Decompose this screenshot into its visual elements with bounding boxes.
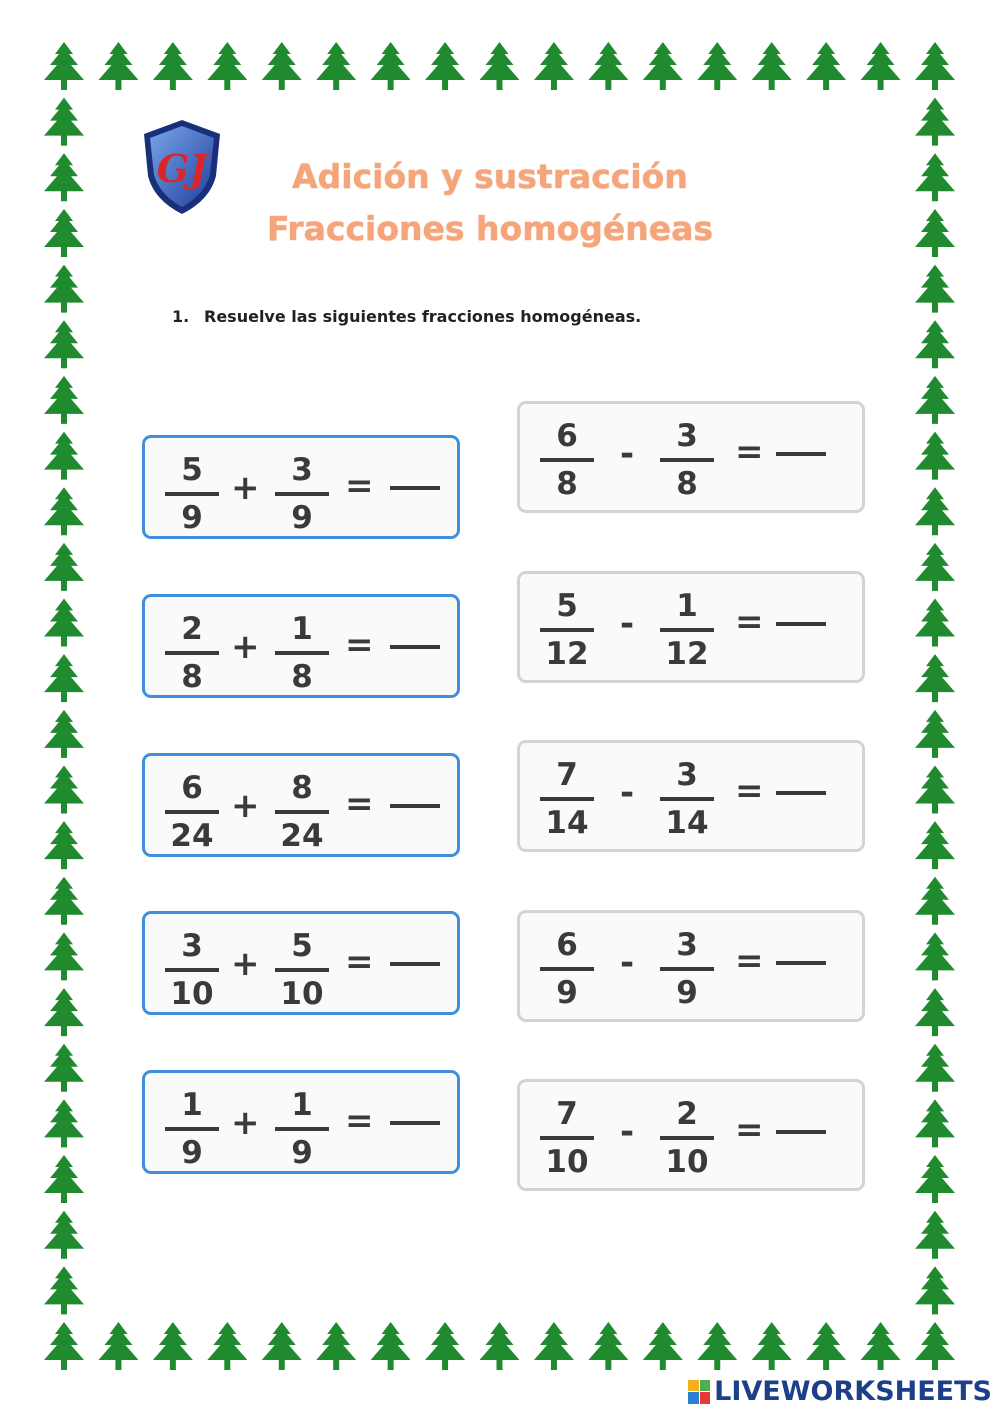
- denominator: 12: [545, 636, 589, 672]
- answer-blank[interactable]: [776, 622, 826, 626]
- pine-tree-icon: [207, 1322, 247, 1370]
- pine-tree-icon: [643, 42, 683, 90]
- pine-tree-icon: [44, 153, 84, 201]
- pine-tree-icon: [915, 42, 955, 90]
- pine-tree-icon: [861, 1322, 901, 1370]
- denominator: 24: [280, 818, 324, 854]
- numerator: 1: [181, 1087, 203, 1123]
- pine-tree-icon: [915, 1099, 955, 1147]
- pine-tree-icon: [44, 209, 84, 257]
- pine-tree-icon: [534, 42, 574, 90]
- answer-blank[interactable]: [776, 791, 826, 795]
- fraction-1: [540, 588, 594, 672]
- pine-tree-icon: [44, 1044, 84, 1092]
- pine-tree-icon: [915, 710, 955, 758]
- numerator: 6: [556, 418, 578, 454]
- addition-exercise-3: [142, 753, 460, 857]
- fraction-1: [540, 757, 594, 841]
- denominator: 24: [170, 818, 214, 854]
- pine-tree-icon: [915, 765, 955, 813]
- fraction-bar: [275, 810, 329, 814]
- title-line-2: Fracciones homogéneas: [266, 209, 714, 248]
- equals-sign: =: [735, 941, 764, 981]
- fraction-2: [660, 1096, 714, 1180]
- denominator: 9: [181, 1135, 203, 1171]
- fraction-2: [275, 1087, 329, 1171]
- brand-text: LIVEWORKSHEETS: [714, 1376, 992, 1407]
- denominator: 8: [181, 659, 203, 695]
- pine-tree-icon: [915, 320, 955, 368]
- numerator: 5: [556, 588, 578, 624]
- fraction-bar: [540, 458, 594, 462]
- operator: +: [231, 944, 260, 984]
- denominator: 10: [170, 976, 214, 1012]
- denominator: 9: [291, 500, 313, 536]
- fraction-bar: [165, 651, 219, 655]
- operator: +: [231, 468, 260, 508]
- pine-tree-icon: [44, 432, 84, 480]
- fraction-bar: [275, 1127, 329, 1131]
- pine-tree-icon: [316, 1322, 356, 1370]
- answer-blank[interactable]: [776, 961, 826, 965]
- fraction-1: [540, 927, 594, 1011]
- numerator: 1: [676, 588, 698, 624]
- fraction-1: [165, 770, 219, 854]
- numerator: 7: [556, 757, 578, 793]
- fraction-bar: [165, 810, 219, 814]
- pine-tree-icon: [44, 376, 84, 424]
- pine-tree-icon: [915, 487, 955, 535]
- answer-blank[interactable]: [776, 452, 826, 456]
- fraction-2: [660, 418, 714, 502]
- operator: -: [620, 943, 635, 983]
- fraction-bar: [540, 967, 594, 971]
- numerator: 1: [291, 1087, 313, 1123]
- operator: -: [620, 434, 635, 474]
- answer-blank[interactable]: [390, 645, 440, 649]
- numerator: 2: [676, 1096, 698, 1132]
- numerator: 6: [181, 770, 203, 806]
- pine-tree-icon: [697, 1322, 737, 1370]
- pine-tree-icon: [44, 543, 84, 591]
- equals-sign: =: [735, 602, 764, 642]
- fraction-bar: [275, 968, 329, 972]
- pine-tree-icon: [207, 42, 247, 90]
- equals-sign: =: [345, 625, 374, 665]
- pine-tree-icon: [915, 1211, 955, 1259]
- answer-blank[interactable]: [390, 486, 440, 490]
- numerator: 2: [181, 611, 203, 647]
- pine-tree-icon: [371, 42, 411, 90]
- fraction-1: [540, 418, 594, 502]
- fraction-1: [165, 1087, 219, 1171]
- fraction-bar: [275, 492, 329, 496]
- fraction-1: [165, 452, 219, 536]
- fraction-bar: [660, 797, 714, 801]
- pine-tree-icon: [915, 98, 955, 146]
- numerator: 3: [676, 418, 698, 454]
- denominator: 14: [665, 805, 709, 841]
- instruction-number: 1.: [172, 307, 190, 326]
- denominator: 10: [280, 976, 324, 1012]
- operator: -: [620, 604, 635, 644]
- pine-tree-icon: [44, 710, 84, 758]
- pine-tree-icon: [643, 1322, 683, 1370]
- pine-tree-icon: [915, 932, 955, 980]
- numerator: 8: [291, 770, 313, 806]
- pine-tree-icon: [44, 599, 84, 647]
- pine-tree-icon: [915, 209, 955, 257]
- pine-tree-icon: [44, 821, 84, 869]
- pine-tree-icon: [425, 1322, 465, 1370]
- logo-letters: GJ: [156, 146, 208, 191]
- pine-tree-icon: [44, 1099, 84, 1147]
- pine-tree-icon: [697, 42, 737, 90]
- subtraction-exercise-5: [517, 1079, 865, 1191]
- pine-tree-icon: [262, 42, 302, 90]
- addition-exercise-5: [142, 1070, 460, 1174]
- denominator: 10: [665, 1144, 709, 1180]
- subtraction-exercise-1: [517, 401, 865, 513]
- pine-tree-icon: [44, 654, 84, 702]
- numerator: 7: [556, 1096, 578, 1132]
- fraction-bar: [660, 1136, 714, 1140]
- fraction-bar: [275, 651, 329, 655]
- pine-tree-icon: [915, 376, 955, 424]
- pine-tree-icon: [44, 42, 84, 90]
- fraction-bar: [660, 458, 714, 462]
- liveworksheets-icon: [688, 1380, 710, 1404]
- pine-tree-icon: [371, 1322, 411, 1370]
- pine-tree-icon: [44, 1155, 84, 1203]
- fraction-1: [165, 928, 219, 1012]
- pine-tree-icon: [915, 1155, 955, 1203]
- pine-tree-icon: [44, 1211, 84, 1259]
- pine-tree-icon: [915, 1266, 955, 1314]
- fraction-2: [660, 588, 714, 672]
- title-line-1: Adición y sustracción: [292, 157, 688, 196]
- denominator: 12: [665, 636, 709, 672]
- denominator: 10: [545, 1144, 589, 1180]
- school-shield-logo: [140, 118, 224, 216]
- pine-tree-icon: [861, 42, 901, 90]
- pine-tree-icon: [915, 265, 955, 313]
- equals-sign: =: [345, 942, 374, 982]
- pine-tree-icon: [915, 543, 955, 591]
- fraction-bar: [540, 1136, 594, 1140]
- pine-tree-icon: [316, 42, 356, 90]
- fraction-bar: [165, 492, 219, 496]
- pine-tree-icon: [915, 877, 955, 925]
- numerator: 3: [181, 928, 203, 964]
- fraction-bar: [660, 967, 714, 971]
- pine-tree-icon: [752, 42, 792, 90]
- pine-tree-icon: [98, 1322, 138, 1370]
- numerator: 3: [291, 452, 313, 488]
- pine-tree-icon: [588, 42, 628, 90]
- denominator: 9: [291, 1135, 313, 1171]
- equals-sign: =: [345, 784, 374, 824]
- subtraction-exercise-4: [517, 910, 865, 1022]
- numerator: 5: [181, 452, 203, 488]
- pine-tree-icon: [44, 932, 84, 980]
- pine-tree-icon: [588, 1322, 628, 1370]
- pine-tree-icon: [915, 654, 955, 702]
- answer-blank[interactable]: [390, 1121, 440, 1125]
- fraction-2: [275, 770, 329, 854]
- fraction-2: [660, 757, 714, 841]
- liveworksheets-watermark: [688, 1376, 992, 1407]
- equals-sign: =: [345, 466, 374, 506]
- pine-tree-icon: [44, 265, 84, 313]
- pine-tree-icon: [44, 765, 84, 813]
- equals-sign: =: [735, 1110, 764, 1150]
- fraction-bar: [540, 797, 594, 801]
- fraction-1: [165, 611, 219, 695]
- denominator: 14: [545, 805, 589, 841]
- numerator: 3: [676, 927, 698, 963]
- equals-sign: =: [345, 1101, 374, 1141]
- addition-exercise-1: [142, 435, 460, 539]
- pine-tree-icon: [44, 98, 84, 146]
- pine-tree-icon: [806, 1322, 846, 1370]
- numerator: 3: [676, 757, 698, 793]
- denominator: 9: [676, 975, 698, 1011]
- numerator: 6: [556, 927, 578, 963]
- answer-blank[interactable]: [776, 1130, 826, 1134]
- fraction-bar: [165, 968, 219, 972]
- pine-tree-icon: [915, 821, 955, 869]
- pine-tree-icon: [262, 1322, 302, 1370]
- denominator: 8: [291, 659, 313, 695]
- operator: +: [231, 627, 260, 667]
- pine-tree-icon: [534, 1322, 574, 1370]
- pine-tree-icon: [806, 42, 846, 90]
- pine-tree-icon: [480, 42, 520, 90]
- denominator: 9: [556, 975, 578, 1011]
- denominator: 8: [556, 466, 578, 502]
- addition-exercise-2: [142, 594, 460, 698]
- pine-tree-icon: [153, 42, 193, 90]
- pine-tree-icon: [915, 1044, 955, 1092]
- pine-tree-icon: [480, 1322, 520, 1370]
- equals-sign: =: [735, 771, 764, 811]
- answer-blank[interactable]: [390, 962, 440, 966]
- fraction-bar: [165, 1127, 219, 1131]
- pine-tree-icon: [153, 1322, 193, 1370]
- answer-blank[interactable]: [390, 804, 440, 808]
- pine-tree-icon: [44, 487, 84, 535]
- denominator: 8: [676, 466, 698, 502]
- addition-exercise-4: [142, 911, 460, 1015]
- numerator: 1: [291, 611, 313, 647]
- fraction-2: [275, 611, 329, 695]
- fraction-2: [660, 927, 714, 1011]
- pine-tree-icon: [44, 320, 84, 368]
- operator: -: [620, 1112, 635, 1152]
- equals-sign: =: [735, 432, 764, 472]
- numerator: 5: [291, 928, 313, 964]
- subtraction-exercise-2: [517, 571, 865, 683]
- pine-tree-icon: [915, 599, 955, 647]
- pine-tree-icon: [915, 432, 955, 480]
- pine-tree-icon: [44, 1322, 84, 1370]
- pine-tree-icon: [752, 1322, 792, 1370]
- instruction: [172, 307, 641, 326]
- subtraction-exercise-3: [517, 740, 865, 852]
- pine-tree-icon: [915, 988, 955, 1036]
- fraction-2: [275, 928, 329, 1012]
- pine-tree-icon: [98, 42, 138, 90]
- fraction-bar: [660, 628, 714, 632]
- instruction-text: Resuelve las siguientes fracciones homogéneas.: [204, 307, 642, 326]
- denominator: 9: [181, 500, 203, 536]
- pine-tree-icon: [44, 877, 84, 925]
- operator: +: [231, 1103, 260, 1143]
- pine-tree-icon: [44, 988, 84, 1036]
- operator: +: [231, 786, 260, 826]
- fraction-1: [540, 1096, 594, 1180]
- operator: -: [620, 773, 635, 813]
- pine-tree-icon: [915, 1322, 955, 1370]
- pine-tree-icon: [915, 153, 955, 201]
- fraction-2: [275, 452, 329, 536]
- pine-tree-icon: [425, 42, 465, 90]
- pine-tree-icon: [44, 1266, 84, 1314]
- fraction-bar: [540, 628, 594, 632]
